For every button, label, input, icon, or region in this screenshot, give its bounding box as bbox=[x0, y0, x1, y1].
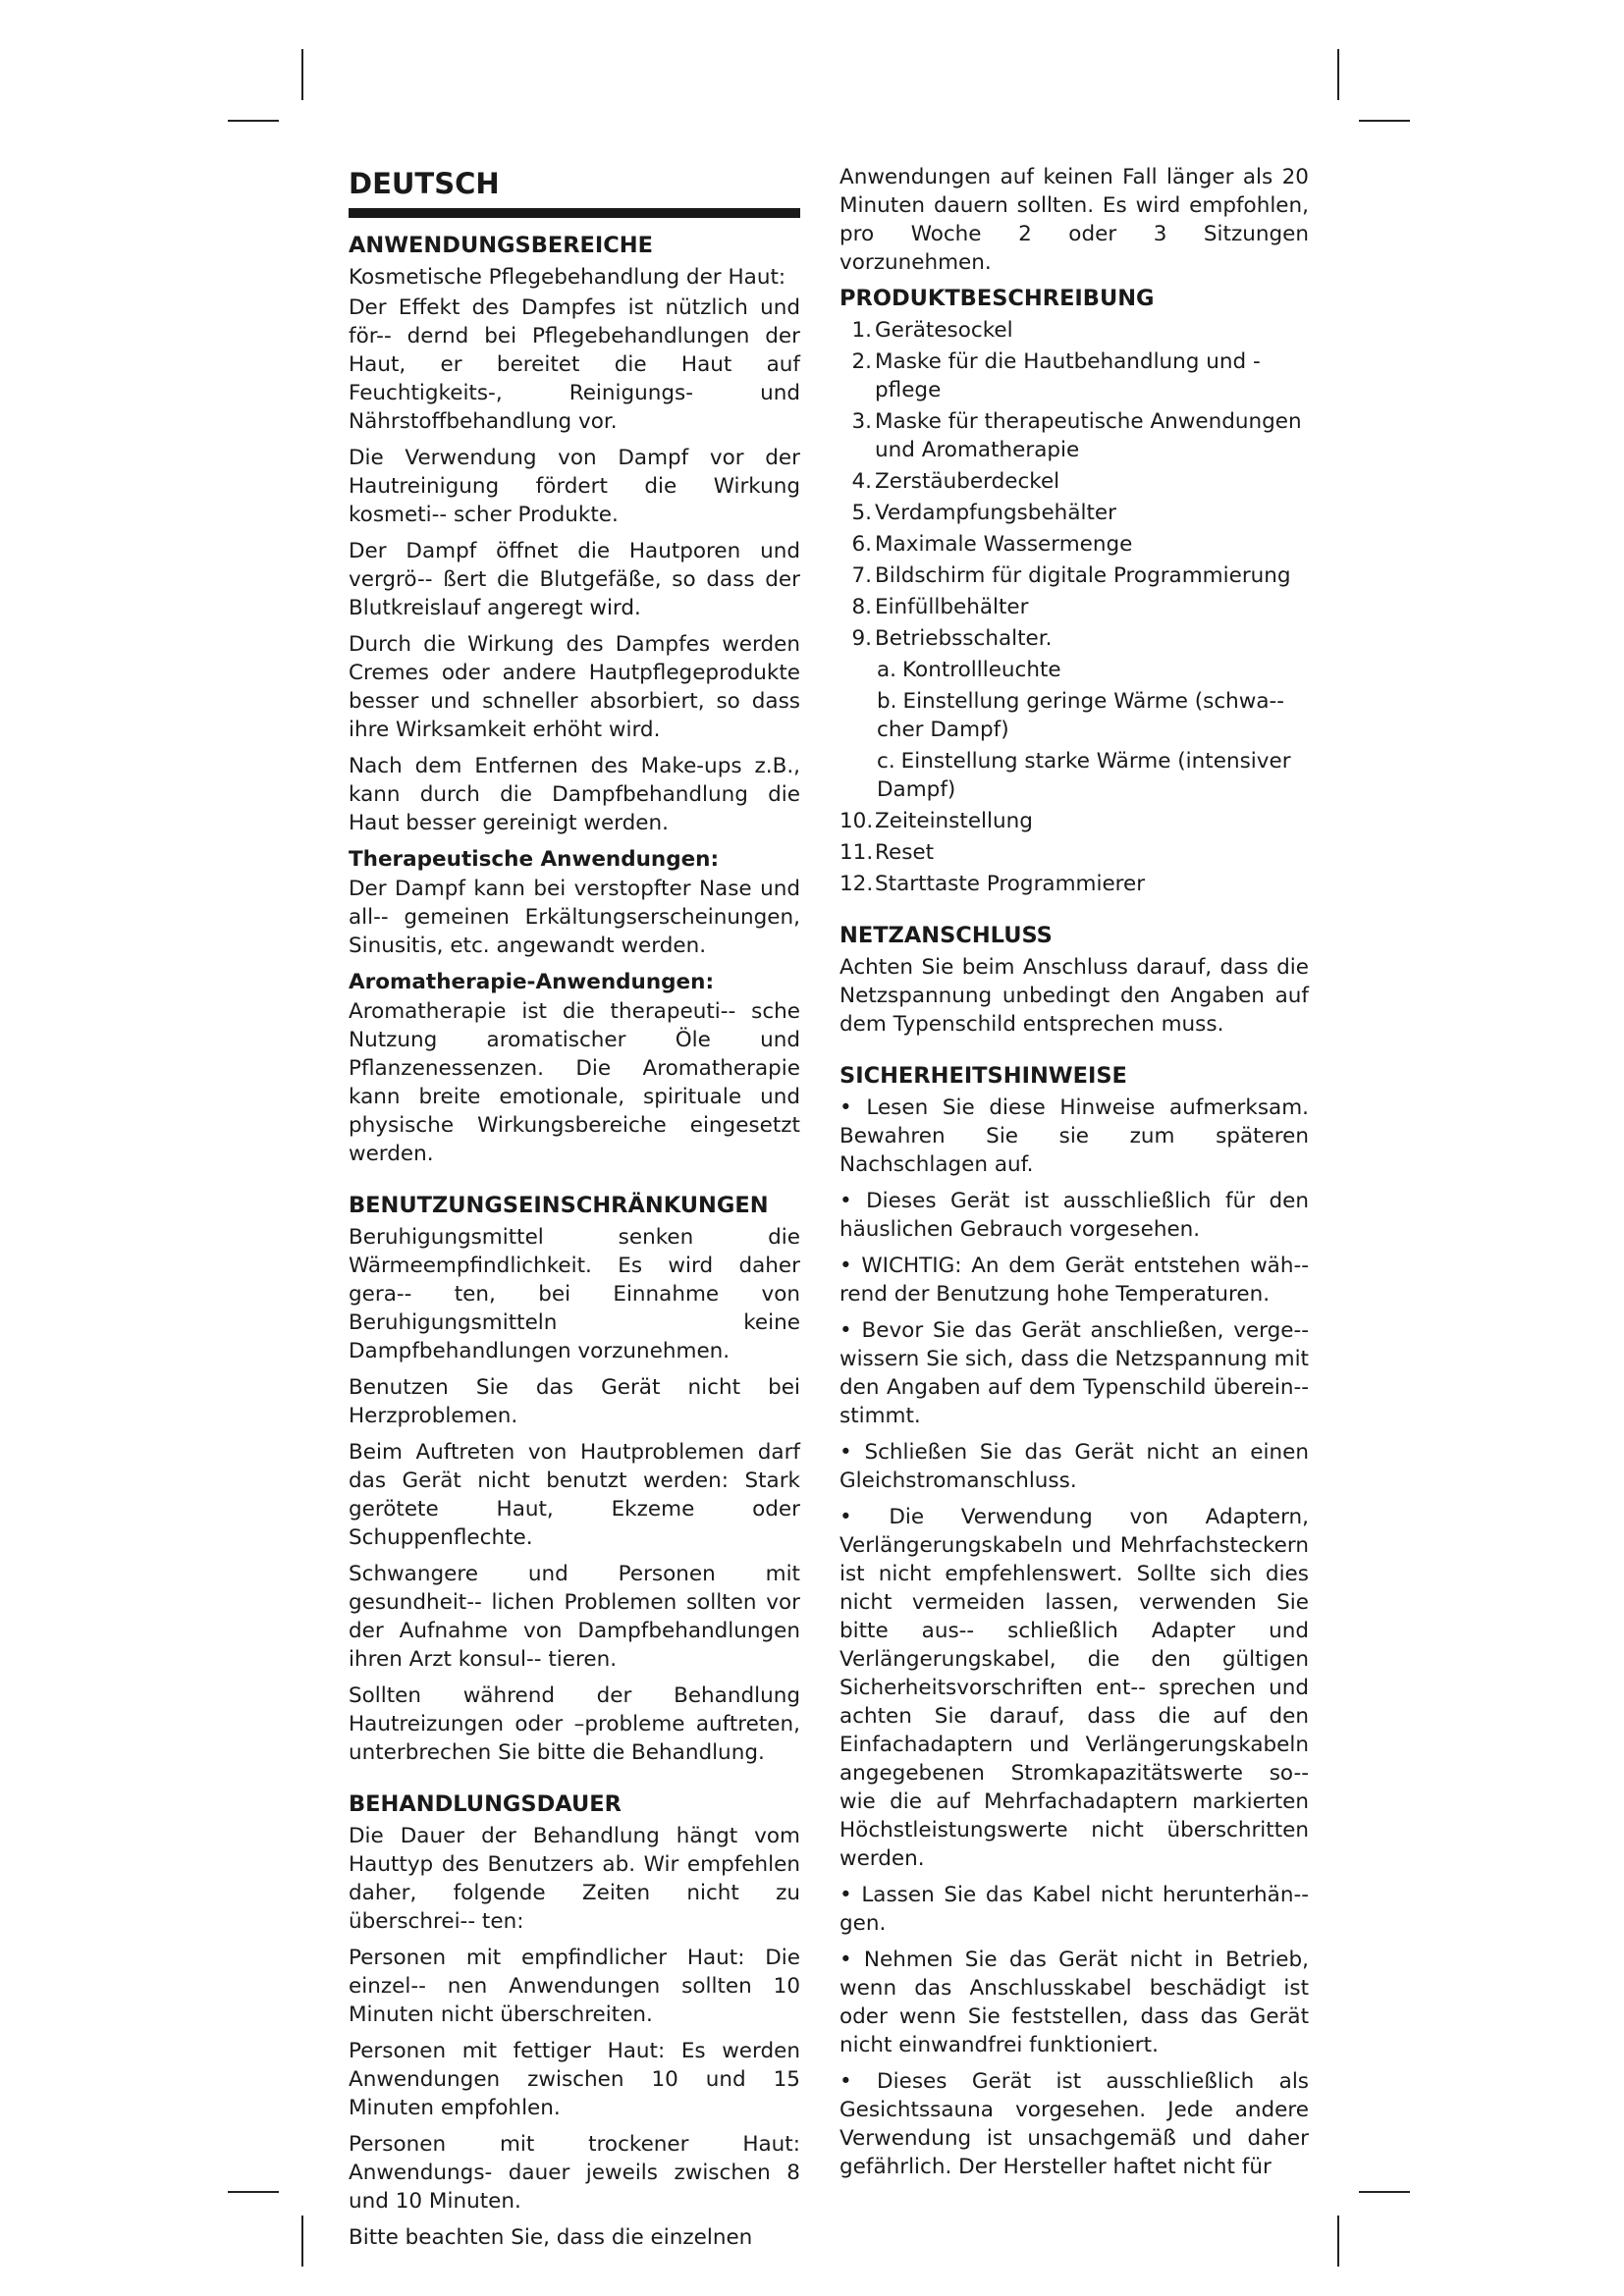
list-item: 4. Zerstäuberdeckel bbox=[851, 469, 1060, 494]
crop-mark bbox=[228, 120, 279, 122]
safety-bullet: • Dieses Gerät ist ausschließlich als Gesichtssauna vorgesehen. Jede andere Verwendung ist unsachgemäß und daher gefährlich. Der Hersteller haftet nicht für bbox=[839, 2069, 1309, 2179]
list-item: 2. Maske für die Hautbehandlung und -pflege bbox=[851, 349, 1261, 402]
paragraph: Achten Sie beim Anschluss darauf, dass die Netzspannung unbedingt den Angaben auf dem Typenschild entsprechen muss. bbox=[839, 955, 1309, 1037]
paragraph: Der Dampf öffnet die Hautporen und vergrö-- ßert die Blutgefäße, so dass der Blutkreislauf angeregt wird. bbox=[349, 539, 800, 620]
safety-bullet: • Nehmen Sie das Gerät nicht in Betrieb, wenn das Anschlusskabel beschädigt ist oder wenn Sie feststellen, dass das Gerät nicht einwandfrei funktioniert. bbox=[839, 1948, 1309, 2057]
paragraph: Nach dem Entfernen des Make-ups z.B., kann durch die Dampfbehandlung die Haut besser gereinigt werden. bbox=[349, 754, 800, 835]
section-heading: BENUTZUNGSEINSCHRÄNKUNGEN bbox=[349, 1193, 769, 1218]
safety-bullet: • Bevor Sie das Gerät anschließen, verge-- wissern Sie sich, dass die Netzspannung mit den Angaben auf dem Typenschild überein-- stimmt. bbox=[839, 1318, 1309, 1428]
section-heading: PRODUKTBESCHREIBUNG bbox=[839, 286, 1155, 311]
section-heading: ANWENDUNGSBEREICHE bbox=[349, 233, 654, 258]
paragraph: Aromatherapie ist die therapeuti-- sche Nutzung aromatischer Öle und Pflanzenessenzen. Die Aromatherapie kann breite emotionale, spirituale und physische Wirkungsbereiche eingesetzt werden. bbox=[349, 999, 800, 1166]
crop-mark bbox=[301, 2216, 303, 2267]
crop-mark bbox=[1359, 120, 1410, 122]
section-heading: BEHANDLUNGSDAUER bbox=[349, 1791, 622, 1817]
crop-mark bbox=[1337, 49, 1339, 100]
paragraph: Personen mit fettiger Haut: Es werden Anwendungen zwischen 10 und 15 Minuten empfohlen. bbox=[349, 2039, 800, 2120]
safety-bullet: • Lassen Sie das Kabel nicht herunterhän-- gen. bbox=[839, 1883, 1309, 1936]
list-item: 12. Starttaste Programmierer bbox=[839, 872, 1146, 896]
subsection-heading: Aromatherapie-Anwendungen: bbox=[349, 970, 715, 994]
list-item: 9. Betriebsschalter. bbox=[851, 626, 1053, 651]
paragraph: Kosmetische Pflegebehandlung der Haut: bbox=[349, 265, 786, 290]
list-item: 3. Maske für therapeutische Anwendungen und Aromatherapie bbox=[851, 409, 1302, 462]
paragraph: Bitte beachten Sie, dass die einzelnen bbox=[349, 2225, 753, 2250]
list-item: 8. Einfüllbehälter bbox=[851, 595, 1029, 619]
list-item: 5. Verdampfungsbehälter bbox=[851, 501, 1116, 525]
paragraph: Der Dampf kann bei verstopfter Nase und all-- gemeinen Erkältungserscheinungen, Sinusitis, etc. angewandt werden. bbox=[349, 877, 800, 958]
paragraph: Benutzen Sie das Gerät nicht bei Herzproblemen. bbox=[349, 1375, 800, 1428]
right-column bbox=[839, 163, 1309, 2189]
paragraph: Beruhigungsmittel senken die Wärmeempfindlichkeit. Es wird daher gera-- ten, bei Einnahme von Beruhigungsmitteln keine Dampfbehandlungen vorzunehmen. bbox=[349, 1225, 800, 1363]
safety-bullet: • Schließen Sie das Gerät nicht an einen Gleichstromanschluss. bbox=[839, 1440, 1309, 1493]
safety-bullet: • Lesen Sie diese Hinweise aufmerksam. Bewahren Sie sie zum späteren Nachschlagen auf. bbox=[839, 1095, 1309, 1177]
subsection-heading: Therapeutische Anwendungen: bbox=[349, 847, 720, 872]
paragraph: Anwendungen auf keinen Fall länger als 20 Minuten dauern sollten. Es wird empfohlen, pro Woche 2 oder 3 Sitzungen vorzunehmen. bbox=[839, 165, 1309, 275]
paragraph: Die Dauer der Behandlung hängt vom Hauttyp des Benutzers ab. Wir empfehlen daher, folgende Zeiten nicht zu überschrei-- ten: bbox=[349, 1824, 800, 1934]
paragraph: Durch die Wirkung des Dampfes werden Cremes oder andere Hautpflegeprodukte besser und schneller absorbiert, so dass ihre Wirksamkeit erhöht wird. bbox=[349, 632, 800, 742]
list-item: 1. Gerätesockel bbox=[851, 318, 1013, 343]
paragraph: Schwangere und Personen mit gesundheit-- lichen Problemen sollten vor der Aufnahme von Dampfbehandlungen ihren Arzt konsul-- tieren. bbox=[349, 1562, 800, 1672]
language-title: DEUTSCH bbox=[349, 167, 500, 200]
list-item: 11. Reset bbox=[839, 840, 935, 865]
paragraph: Personen mit trockener Haut: Anwendungs- dauer jeweils zwischen 8 und 10 Minuten. bbox=[349, 2132, 800, 2214]
crop-mark bbox=[228, 2191, 279, 2193]
crop-mark bbox=[1337, 2216, 1339, 2267]
crop-mark bbox=[301, 49, 303, 100]
section-heading: SICHERHEITSHINWEISE bbox=[839, 1063, 1127, 1089]
safety-bullet: • Dieses Gerät ist ausschließlich für den häuslichen Gebrauch vorgesehen. bbox=[839, 1189, 1309, 1242]
title-rule bbox=[349, 208, 800, 218]
list-subitem: c. Einstellung starke Wärme (intensiver Dampf) bbox=[877, 749, 1291, 802]
list-item: 10. Zeiteinstellung bbox=[839, 809, 1033, 833]
list-item: 6. Maximale Wassermenge bbox=[851, 532, 1133, 557]
list-subitem: b. Einstellung geringe Wärme (schwa-- cher Dampf) bbox=[877, 689, 1285, 742]
crop-mark bbox=[1359, 2191, 1410, 2193]
product-parts-list bbox=[839, 316, 1309, 898]
paragraph: Beim Auftreten von Hautproblemen darf das Gerät nicht benutzt werden: Stark gerötete Haut, Ekzeme oder Schuppenflechte. bbox=[349, 1440, 800, 1550]
paragraph: Die Verwendung von Dampf vor der Hautreinigung fördert die Wirkung kosmeti-- scher Produkte. bbox=[349, 446, 800, 527]
list-subitem: a. Kontrollleuchte bbox=[877, 658, 1061, 682]
left-column bbox=[349, 163, 800, 2260]
safety-bullet: • Die Verwendung von Adaptern, Verlängerungskabeln und Mehrfachsteckern ist nicht empfehlenswert. Sollte sich dies nicht vermeiden lassen, verwenden Sie bitte aus-- schließlich Adapter und Verlängerungskabel, die den gültigen Sicherheitsvorschriften ent-- sprechen und achten Sie darauf, dass die auf den Einfachadaptern und Verlängerungskabeln angegebenen Stromkapazitätswerte so-- wie die auf Mehrfachadaptern markierten Höchstleistungswerte nicht überschritten werden. bbox=[839, 1505, 1309, 1871]
paragraph: Sollten während der Behandlung Hautreizungen oder –probleme auftreten, unterbrechen Sie bitte die Behandlung. bbox=[349, 1683, 800, 1765]
paragraph: Der Effekt des Dampfes ist nützlich und för-- dernd bei Pflegebehandlungen der Haut, er bereitet die Haut auf Feuchtigkeits-, Reinigungs- und Nährstoffbehandlung vor. bbox=[349, 295, 800, 434]
paragraph: Personen mit empfindlicher Haut: Die einzel-- nen Anwendungen sollten 10 Minuten nicht überschreiten. bbox=[349, 1946, 800, 2027]
list-item: 7. Bildschirm für digitale Programmierung bbox=[851, 563, 1291, 588]
safety-bullet: • WICHTIG: An dem Gerät entstehen wäh-- rend der Benutzung hohe Temperaturen. bbox=[839, 1254, 1309, 1307]
section-heading: NETZANSCHLUSS bbox=[839, 923, 1053, 948]
